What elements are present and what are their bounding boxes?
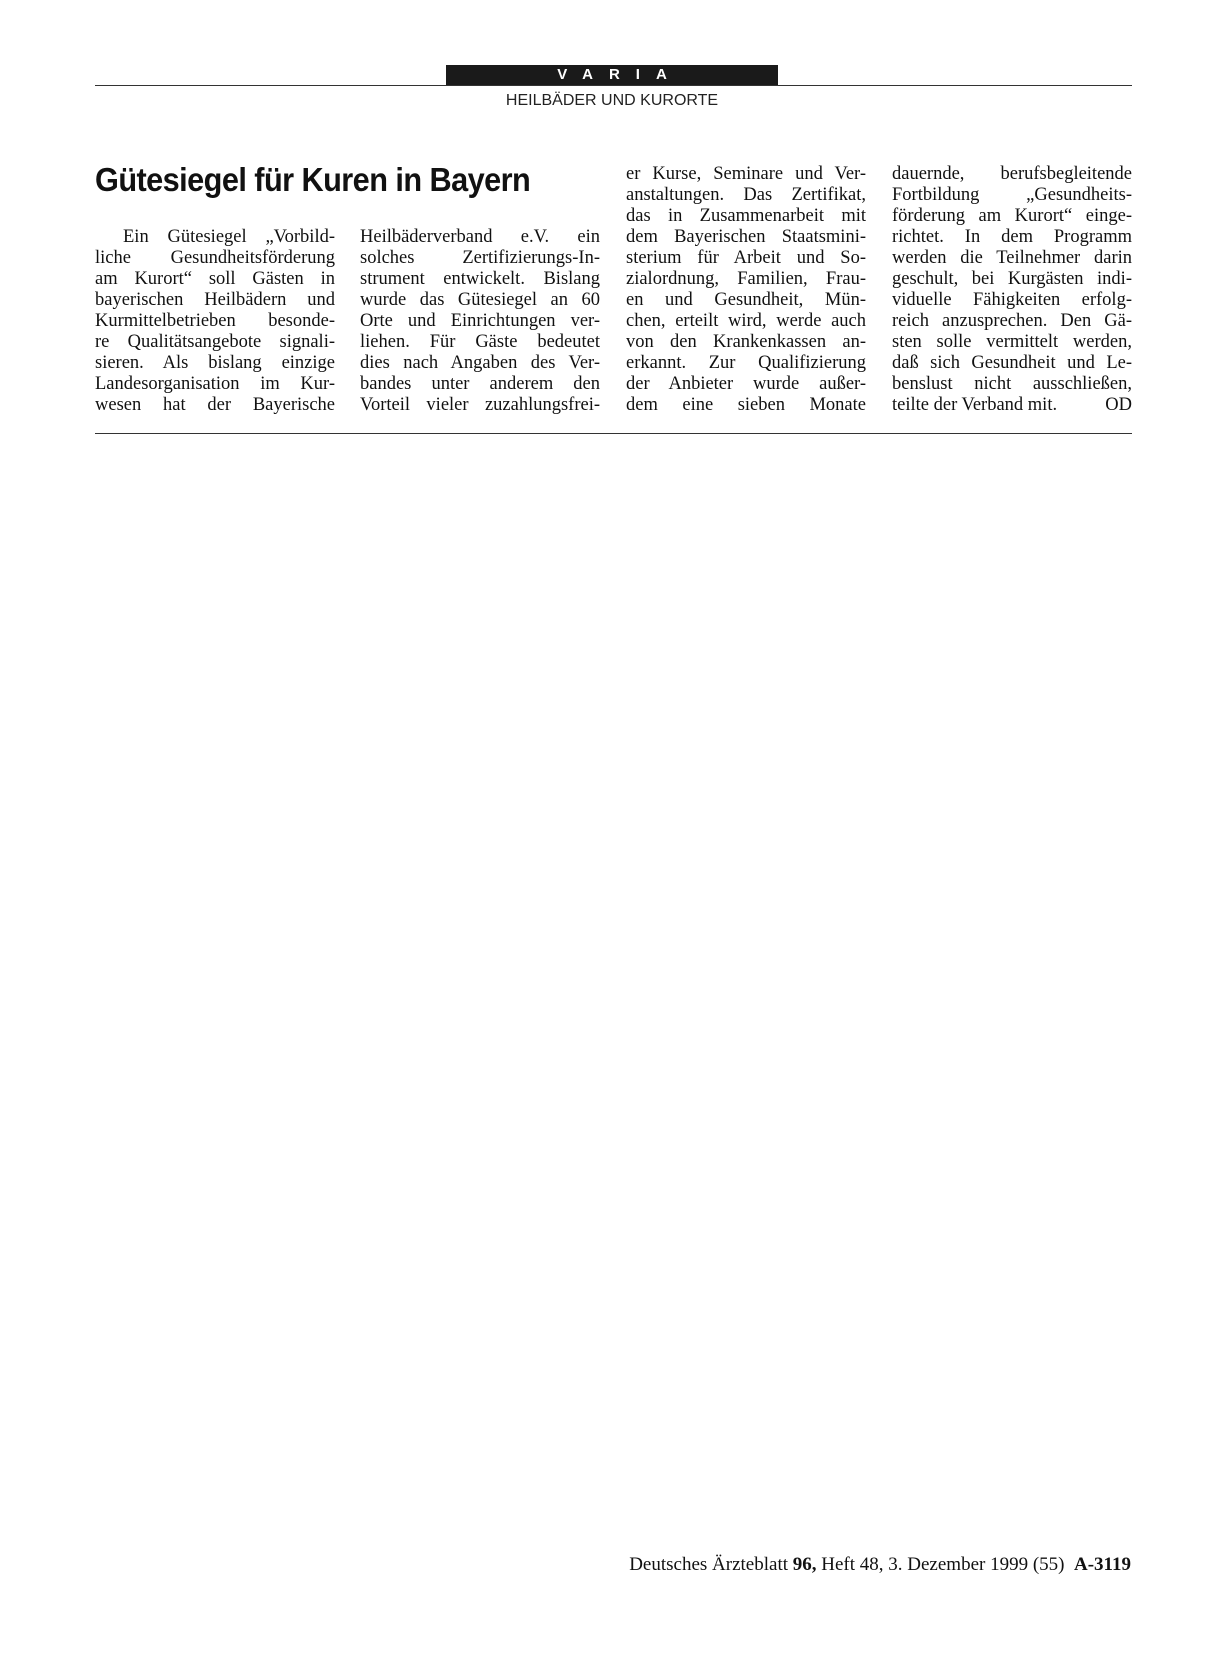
text-line: re Qualitätsangebote signali- xyxy=(95,332,335,352)
text-line: chen, erteilt wird, werde auch xyxy=(626,311,866,331)
text-line: sieren. Als bislang einzige xyxy=(95,353,335,373)
text-line: Orte und Einrichtungen ver- xyxy=(360,311,600,331)
text-line: werden die Teilnehmer darin xyxy=(892,248,1132,268)
section-badge: VARIA xyxy=(446,65,778,85)
author-signature: OD xyxy=(1105,395,1132,415)
text-line: reich anzusprechen. Den Gä- xyxy=(892,311,1132,331)
text-line: viduelle Fähigkeiten erfolg- xyxy=(892,290,1132,310)
article-column-4 xyxy=(892,164,1132,416)
bottom-rule xyxy=(95,433,1132,434)
text-line: sten solle vermittelt werden, xyxy=(892,332,1132,352)
text-line: liche Gesundheitsförderung xyxy=(95,248,335,268)
text-line: Ein Gütesiegel „Vorbild- xyxy=(123,227,335,247)
text-line: solches Zertifizierungs-In- xyxy=(360,248,600,268)
text-line: daß sich Gesundheit und Le- xyxy=(892,353,1132,373)
article-title: Gütesiegel für Kuren in Bayern xyxy=(95,161,531,198)
text-line: benslust nicht ausschließen, xyxy=(892,374,1132,394)
text-line: er Kurse, Seminare und Ver- xyxy=(626,164,866,184)
text-line: sterium für Arbeit und So- xyxy=(626,248,866,268)
text-line: förderung am Kurort“ einge- xyxy=(892,206,1132,226)
text-line: das in Zusammenarbeit mit xyxy=(626,206,866,226)
article-column-1 xyxy=(95,227,335,416)
text-line: bandes unter anderem den xyxy=(360,374,600,394)
text-line: erkannt. Zur Qualifizierung xyxy=(626,353,866,373)
page-number: A-3119 xyxy=(1074,1554,1131,1575)
text-line: von den Krankenkassen an- xyxy=(626,332,866,352)
journal-name: Deutsches Ärzteblatt xyxy=(629,1554,789,1575)
text-line: anstaltungen. Das Zertifikat, xyxy=(626,185,866,205)
text-line: bayerischen Heilbädern und xyxy=(95,290,335,310)
page-footer xyxy=(629,1553,1131,1577)
article-column-3 xyxy=(626,164,866,416)
text-line: Landesorganisation im Kur- xyxy=(95,374,335,394)
text-line: richtet. In dem Programm xyxy=(892,227,1132,247)
text-line: liehen. Für Gäste bedeutet xyxy=(360,332,600,352)
text-line: Vorteil vieler zuzahlungsfrei- xyxy=(360,395,600,415)
article-column-2 xyxy=(360,227,600,416)
text-line: en und Gesundheit, Mün- xyxy=(626,290,866,310)
text-line: dem eine sieben Monate xyxy=(626,395,866,415)
text-line: dem Bayerischen Staatsmini- xyxy=(626,227,866,247)
journal-volume: 96, xyxy=(792,1554,817,1575)
text-line: zialordnung, Familien, Frau- xyxy=(626,269,866,289)
top-rule xyxy=(95,85,1132,86)
text-line: wurde das Gütesiegel an 60 xyxy=(360,290,600,310)
text-line-last xyxy=(892,395,1132,416)
text-line: am Kurort“ soll Gästen in xyxy=(95,269,335,289)
text-line: wesen hat der Bayerische xyxy=(95,395,335,415)
rubric: HEILBÄDER UND KURORTE xyxy=(505,92,719,109)
text-line: Fortbildung „Gesundheits- xyxy=(892,185,1132,205)
text-line-content: teilte der Verband mit. xyxy=(892,395,1058,415)
journal-issue: Heft 48, 3. Dezember 1999 (55) xyxy=(821,1554,1065,1575)
text-line: dauernde, berufsbegleitende xyxy=(892,164,1132,184)
text-line: Kurmittelbetrieben besonde- xyxy=(95,311,335,331)
text-line: geschult, bei Kurgästen indi- xyxy=(892,269,1132,289)
text-line: Heilbäderverband e.V. ein xyxy=(360,227,600,247)
text-line: strument entwickelt. Bislang xyxy=(360,269,600,289)
text-line: der Anbieter wurde außer- xyxy=(626,374,866,394)
text-line: dies nach Angaben des Ver- xyxy=(360,353,600,373)
